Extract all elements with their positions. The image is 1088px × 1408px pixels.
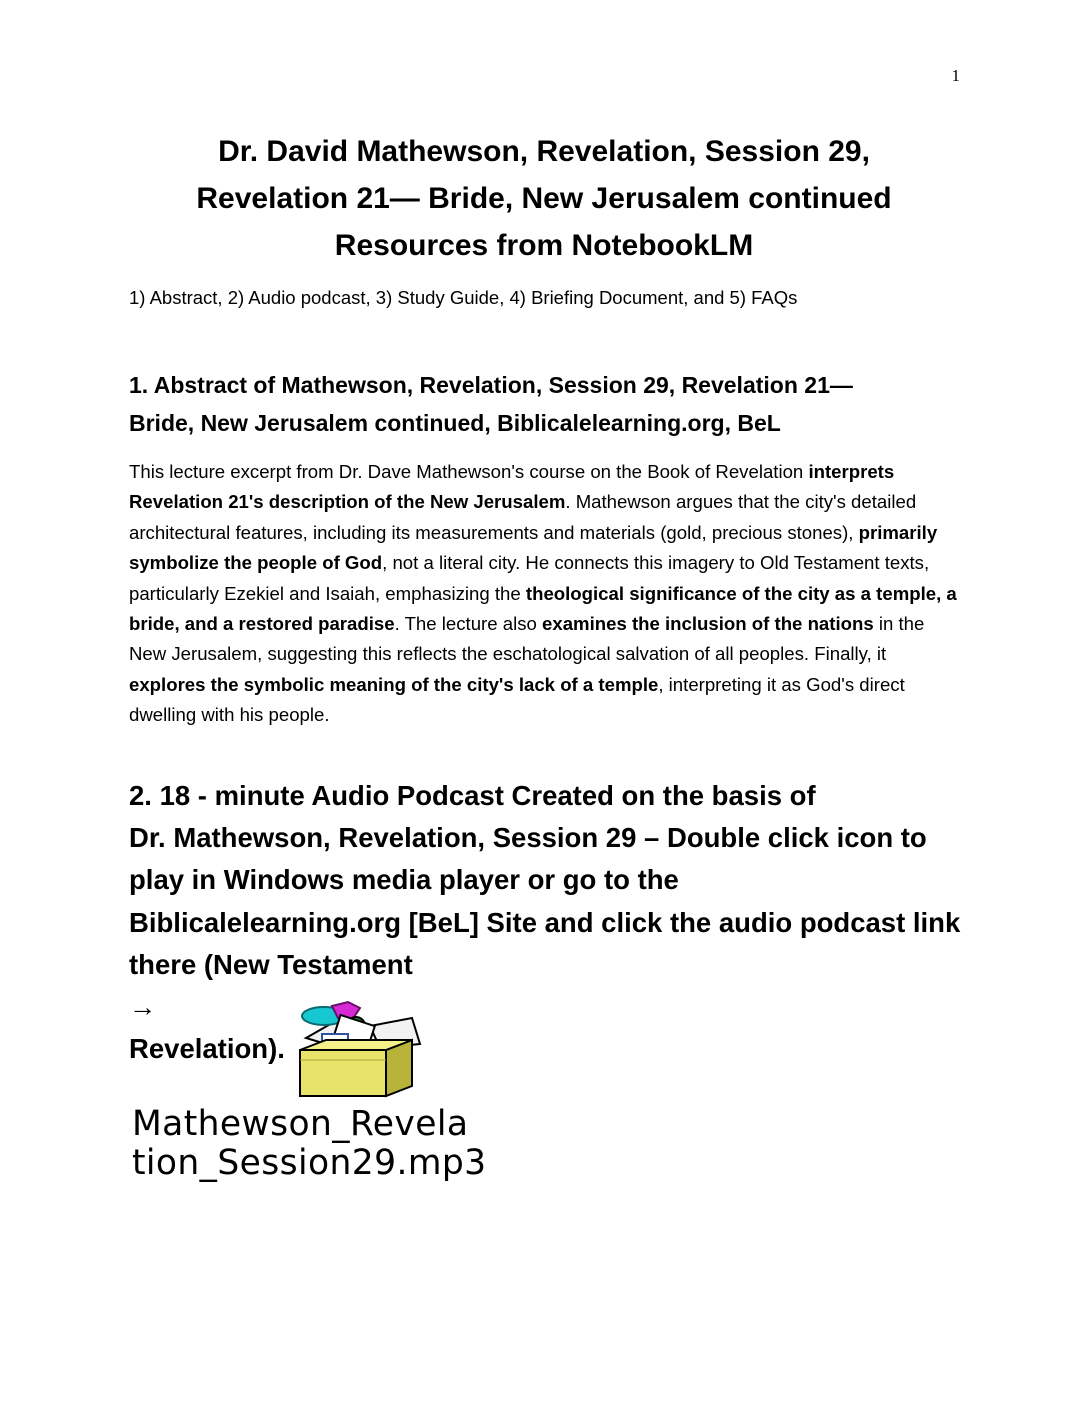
right-arrow-icon: → (129, 991, 157, 1023)
file-label-line-1: Mathewson_Revela (132, 1104, 469, 1144)
audio-heading-line-3: play in Windows media player or go to the (129, 864, 679, 896)
title-line-1: Dr. David Mathewson, Revelation, Session 29, (218, 135, 870, 168)
audio-heading-line-2: Dr. Mathewson, Revelation, Session 29 – Double click icon to (129, 822, 927, 854)
abstract-emphasis: explores the symbolic meaning of the city's lack of a temple (129, 673, 659, 695)
abstract-emphasis: theological significance of the city as a temple, a bride, and a restored paradise (129, 582, 957, 635)
file-label-line-2: tion_Session29.mp3 (132, 1143, 487, 1183)
resource-list: 1) Abstract, 2) Audio podcast, 3) Study Guide, 4) Briefing Document, and 5) FAQs (129, 287, 798, 308)
page-number: 1 (951, 66, 960, 85)
abstract-text: , not a literal city. He connects this imagery to Old Testament texts, particularly Ezekiel and Isaiah, emphasizing the (129, 552, 930, 604)
abstract-text: in the New Jerusalem, suggesting this reflects the eschatological salvation of all peoples. Finally, it (129, 613, 925, 665)
abstract-emphasis: examines the inclusion of the nations (542, 613, 874, 635)
audio-heading-text: there (New Testament (129, 948, 413, 980)
abstract-text: , interpreting it as God's direct dwelling with his people. (129, 673, 905, 726)
title-line-3: Resources from NotebookLM (334, 229, 754, 262)
abstract-heading-line-2: Bride, New Jerusalem continued, Biblicalelearning.org, BeL (129, 410, 781, 436)
abstract-heading (129, 366, 969, 442)
abstract-emphasis: primarily symbolize the people of God (129, 521, 938, 574)
audio-heading-text: Revelation). (129, 1033, 285, 1065)
abstract-emphasis: interprets Revelation 21's description of the New Jerusalem (129, 461, 895, 513)
abstract-paragraph (129, 457, 964, 731)
audio-heading-line-1: 2. 18 - minute Audio Podcast Created on the basis of (129, 780, 816, 811)
abstract-text: . Mathewson argues that the city's detailed architectural features, including its measurements and materials (gold, precious stones), (129, 491, 917, 543)
abstract-heading-line-1: 1. Abstract of Mathewson, Revelation, Session 29, Revelation 21— (129, 372, 853, 398)
title-line-2: Revelation 21— Bride, New Jerusalem continued (196, 182, 892, 215)
package-icon[interactable] (286, 1000, 426, 1100)
abstract-text: . The lecture also (394, 613, 543, 635)
audio-heading-line-5 (129, 944, 974, 1071)
audio-heading-line-4: Biblicalelearning.org [BeL] Site and click the audio podcast link (129, 906, 961, 938)
audio-podcast-heading (129, 775, 974, 1070)
audio-file-label[interactable] (132, 1105, 487, 1183)
abstract-text: This lecture excerpt from Dr. Dave Mathewson's course on the Book of Revelation (129, 461, 809, 482)
page-title (120, 128, 968, 269)
